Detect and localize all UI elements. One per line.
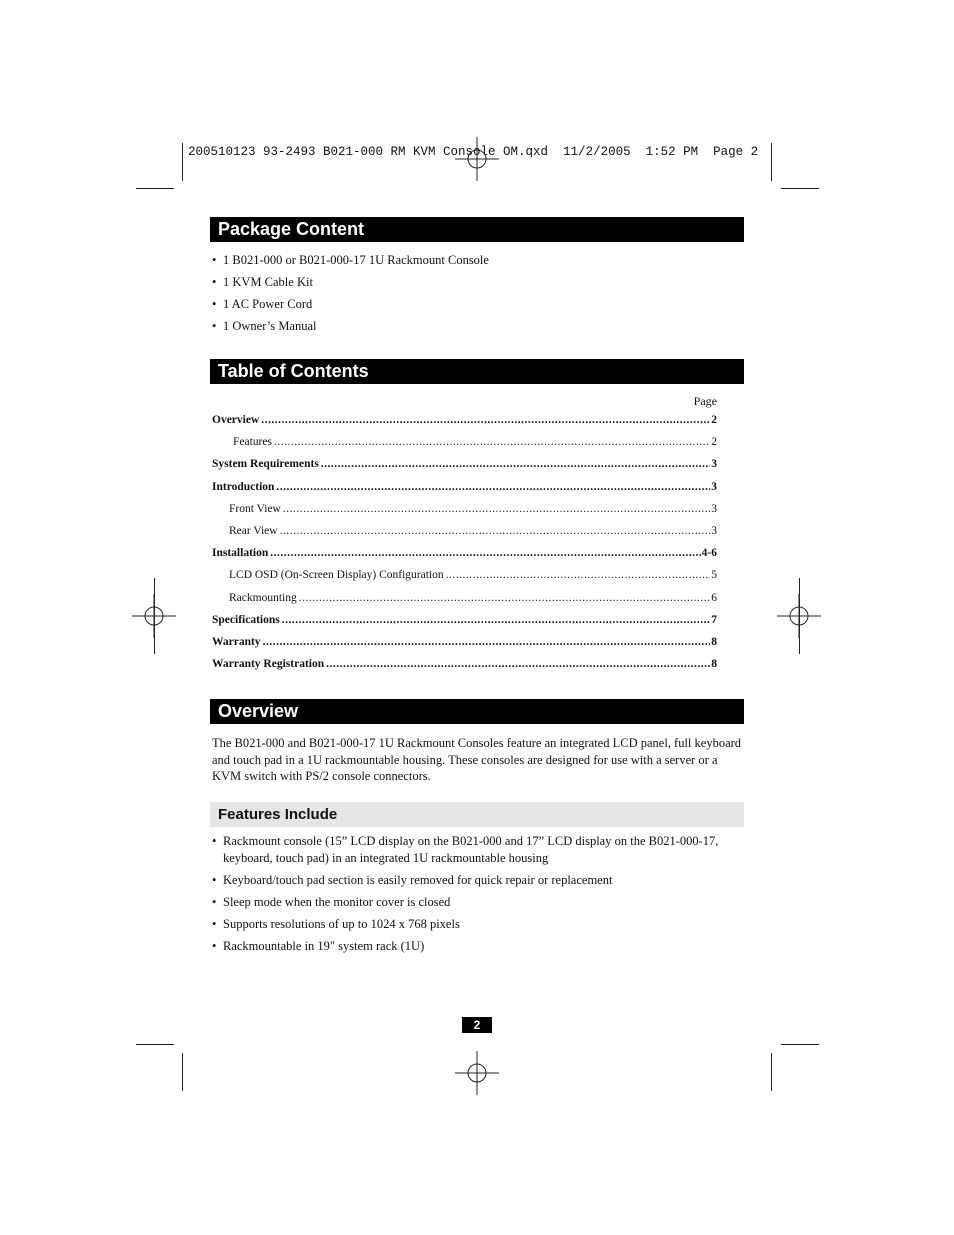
page-number-badge: 2 <box>462 1017 492 1033</box>
features-list <box>212 833 742 955</box>
slug-line: 200510123 93-2493 B021-000 RM KVM Console OM.qxd 11/2/2005 1:52 PM Page 2 <box>188 145 759 159</box>
package-content-heading: Package Content <box>210 217 744 242</box>
registration-mark-top-icon <box>455 137 499 181</box>
toc-entry-rackmounting[interactable]: Rackmounting ..... 6 <box>212 592 717 614</box>
toc-entry-features[interactable]: Features ..... 2 <box>212 436 717 458</box>
list-item: • 1 KVM Cable Kit <box>212 274 742 296</box>
list-item: • Rackmount console (15” LCD display on the B021-000 and 17” LCD display on the B021-000-17, keyboard, touch pad) in an integrated 1U rackmountable housing <box>212 833 742 867</box>
crop-mark-top-right-h <box>781 188 819 189</box>
toc-entry-system-requirements[interactable]: System Requirements ..... 3 <box>212 458 717 480</box>
toc-entry-warranty[interactable]: Warranty ..... 8 <box>212 636 717 658</box>
list-item: • 1 B021-000 or B021-000-17 1U Rackmount Console <box>212 252 742 274</box>
crop-mark-bottom-left-h <box>136 1044 174 1045</box>
list-item: • 1 Owner’s Manual <box>212 318 742 340</box>
package-content-list <box>212 252 742 340</box>
features-heading: Features Include <box>210 802 744 827</box>
toc-entry-lcd-osd-configuration[interactable]: LCD OSD (On-Screen Display) Configuration ..... 5 <box>212 569 717 591</box>
toc-page-column-label: Page <box>693 394 717 408</box>
toc-entry-rear-view[interactable]: Rear View ..... 3 <box>212 525 717 547</box>
crop-mark-bottom-right-v <box>771 1053 772 1091</box>
list-item: • Supports resolutions of up to 1024 x 768 pixels <box>212 916 742 933</box>
toc-entry-introduction[interactable]: Introduction ..... 3 <box>212 481 717 503</box>
registration-mark-bottom-icon <box>455 1051 499 1095</box>
crop-mark-bottom-right-h <box>781 1044 819 1045</box>
toc-entry-installation[interactable]: Installation ..... 4-6 <box>212 547 717 569</box>
registration-mark-left-icon <box>132 594 176 638</box>
toc-list <box>212 414 717 680</box>
overview-heading: Overview <box>210 699 744 724</box>
toc-heading: Table of Contents <box>210 359 744 384</box>
toc-entry-overview[interactable]: Overview ..... 2 <box>212 414 717 436</box>
registration-mark-right-icon <box>777 594 821 638</box>
crop-mark-top-right-v <box>771 143 772 181</box>
list-item: • 1 AC Power Cord <box>212 296 742 318</box>
toc-entry-specifications[interactable]: Specifications ..... 7 <box>212 614 717 636</box>
toc-entry-warranty-registration[interactable]: Warranty Registration ..... 8 <box>212 658 717 680</box>
list-item: • Keyboard/touch pad section is easily removed for quick repair or replacement <box>212 872 742 889</box>
crop-mark-top-left-v <box>182 143 183 181</box>
overview-paragraph: The B021-000 and B021-000-17 1U Rackmount Consoles feature an integrated LCD panel, full keyboard and touch pad in a 1U rackmountable housing. These consoles are designed for use with a server or a KVM switch with PS/2 console connectors. <box>212 736 742 784</box>
list-item: • Rackmountable in 19" system rack (1U) <box>212 938 742 955</box>
crop-mark-top-left-h <box>136 188 174 189</box>
crop-mark-bottom-left-v <box>182 1053 183 1091</box>
list-item: • Sleep mode when the monitor cover is closed <box>212 894 742 911</box>
toc-entry-front-view[interactable]: Front View ..... 3 <box>212 503 717 525</box>
